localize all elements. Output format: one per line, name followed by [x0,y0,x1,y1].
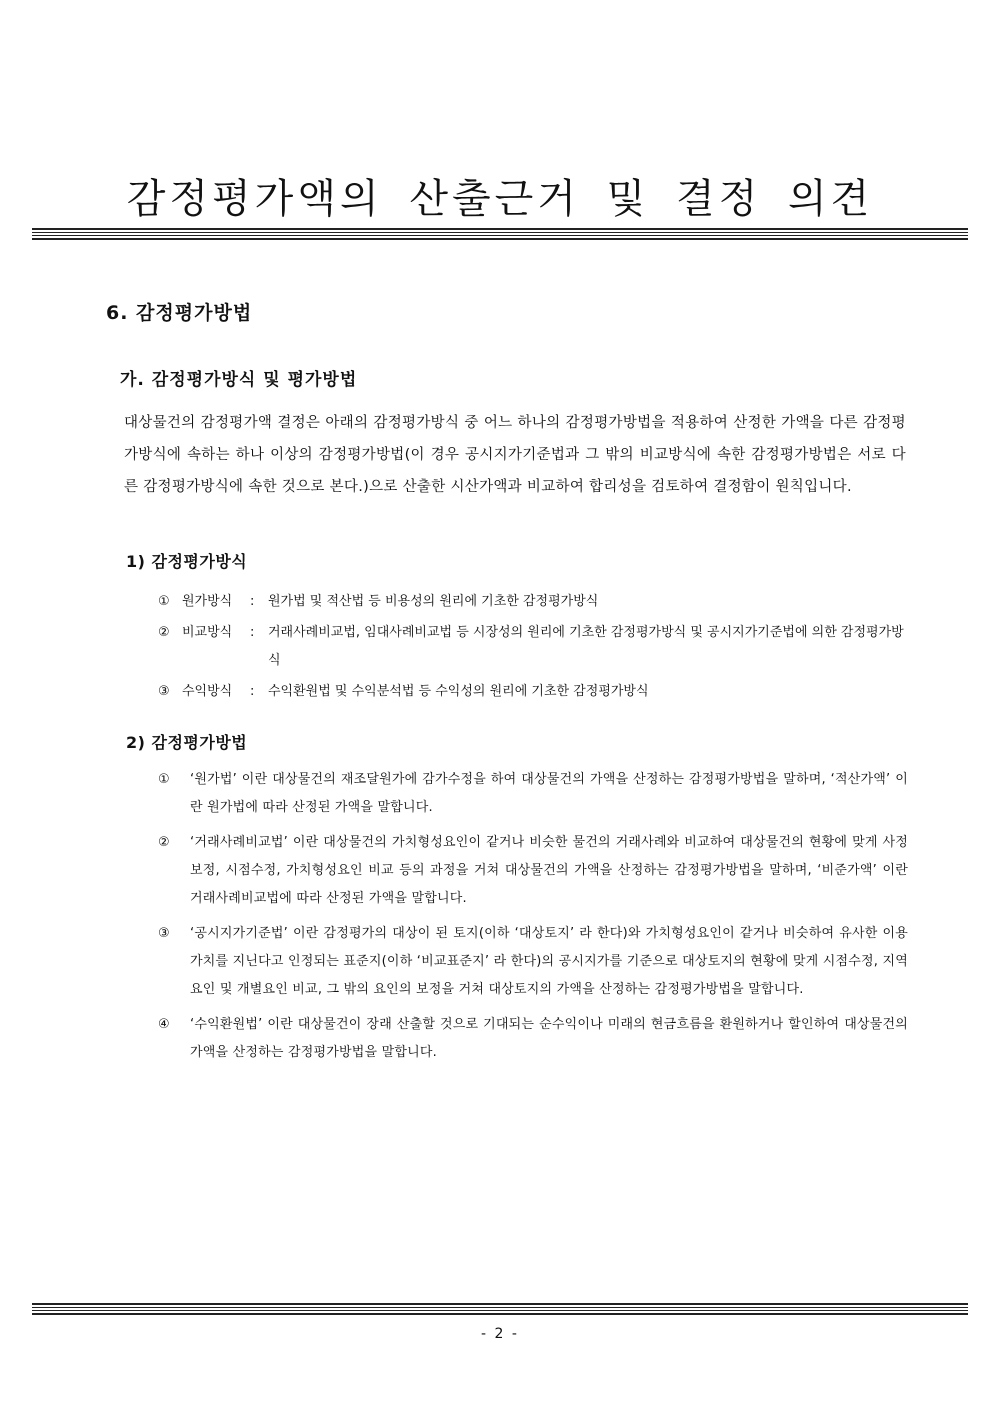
section-heading: 6. 감정평가방법 [106,302,253,324]
list-item [158,619,908,675]
item-number: ③ [158,926,170,941]
item-separator: : [250,594,255,609]
list-item [158,829,908,913]
page-number: - 2 - [481,1326,519,1342]
item-number: ④ [158,1017,170,1032]
item-number: ① [158,594,170,609]
item-term: 수익방식 [182,684,233,699]
item-description: 원가법 및 적산법 등 비용성의 원리에 기초한 감정평가방식 [268,594,599,609]
subsection-heading: 가. 감정평가방식 및 평가방법 [120,370,358,390]
item-separator: : [250,684,255,699]
list-item [158,678,908,706]
list-item [158,1011,908,1067]
page-title: 감정평가액의 산출근거 및 결정 의견 [126,175,874,222]
list-item [158,766,908,822]
intro-paragraph: 대상물건의 감정평가액 결정은 아래의 감정평가방식 중 어느 하나의 감정평가방법을 적용하여 산정한 가액을 다른 감정평가방식에 속하는 하나 이상의 감정평가방법(이 경우 공시지가기준법과 그 밖의 비교방식에 속한 감정평가방법은 서로 다른 감정평가방식에 속한 것으로 본다.)으로 산출한 시산가액과 비교하여 합리성을 검토하여 결정함이 원칙입니다. [124,415,906,495]
title-divider [32,228,968,242]
list-item [158,920,908,1004]
item-number: ② [158,625,170,640]
approaches-heading: 1) 감정평가방식 [126,552,248,571]
list-item [158,588,908,616]
approaches-list [158,588,908,709]
item-number: ① [158,772,170,787]
methods-heading: 2) 감정평가방법 [126,733,248,752]
item-term: 비교방식 [182,625,233,640]
footer-divider [32,1303,968,1317]
item-description: 수익환원법 및 수익분석법 등 수익성의 원리에 기초한 감정평가방식 [268,684,649,699]
item-text: ‘공시지가기준법’ 이란 감정평가의 대상이 된 토지(이하 ‘대상토지’ 라 한다)와 가치형성요인이 같거나 비슷하여 유사한 이용가치를 지닌다고 인정되는 표준지(이하 ‘비교표준지’ 라 한다)의 공시지가를 기준으로 대상토지의 현황에 맞게 시점수정, 지역요인 및 개별요인 비교, 그 밖의 요인의 보정을 거쳐 대상토지의 가액을 산정하는 감정평가방법을 말합니다. [190,926,908,997]
item-text: ‘수익환원법’ 이란 대상물건이 장래 산출할 것으로 기대되는 순수익이나 미래의 현금흐름을 환원하거나 할인하여 대상물건의 가액을 산정하는 감정평가방법을 말합니다. [190,1017,908,1060]
item-description: 거래사례비교법, 임대사례비교법 등 시장성의 원리에 기초한 감정평가방식 및 공시지가기준법에 의한 감정평가방식 [268,625,904,668]
item-separator: : [250,625,255,640]
item-term: 원가방식 [182,594,233,609]
item-number: ③ [158,684,170,699]
item-number: ② [158,835,170,850]
item-text: ‘원가법’ 이란 대상물건의 재조달원가에 감가수정을 하여 대상물건의 가액을 산정하는 감정평가방법을 말하며, ‘적산가액’ 이란 원가법에 따라 산정된 가액을 말합니다. [190,772,908,815]
item-text: ‘거래사례비교법’ 이란 대상물건의 가치형성요인이 같거나 비슷한 물건의 거래사례와 비교하여 대상물건의 현황에 맞게 사정보정, 시점수정, 가치형성요인 비교 등의 과정을 거쳐 대상물건의 가액을 산정하는 감정평가방법을 말하며, ‘비준가액’ 이란 거래사례비교법에 따라 산정된 가액을 말합니다. [190,835,908,906]
methods-list [158,766,908,1074]
